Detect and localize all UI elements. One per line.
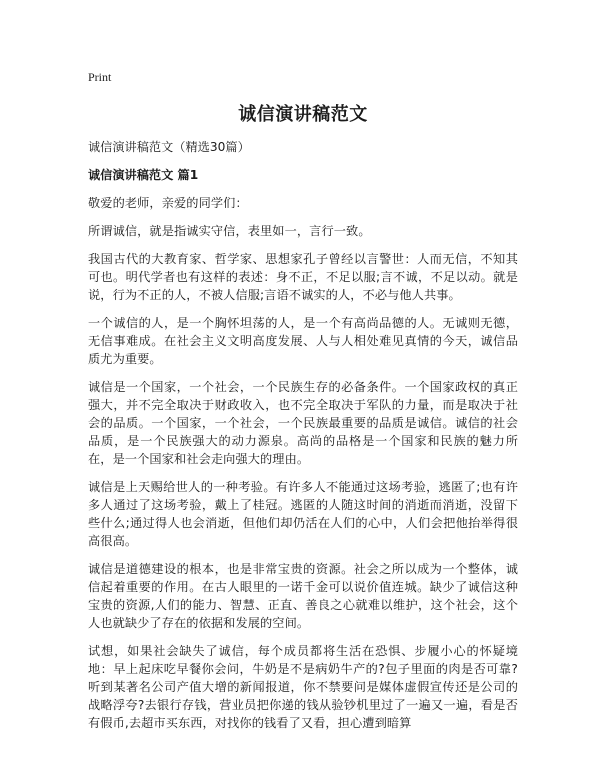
paragraph: 诚信是道德建设的根本，也是非常宝贵的资源。社会之所以成为一个整体，诚信起着重要的作用。在古人眼里的一诺千金可以说价值连城。缺少了诚信这种宝贵的资源,人们的能力、智慧、正直、善良之心就难以维护，这个社会，这个人也就缺少了存在的依据和发展的空间。 [88, 562, 518, 630]
paragraph: 我国古代的大教育家、哲学家、思想家孔子曾经以言警世：人而无信，不知其可也。明代学者也有这样的表述：身不正，不足以服;言不诚，不足以动。就是说，行为不正的人，不被人信服;言语不诚实的人，不必与他人共事。 [88, 252, 518, 302]
section-heading: 诚信演讲稿范文 篇1 [88, 168, 199, 182]
paragraph: 诚信是上天赐给世人的一种考验。有许多人不能通过这场考验，逃匿了;也有许多人通过了这场考验，戴上了桂冠。逃匿的人随这时间的消逝而消逝，没留下些什么;通过得人也会消逝，但他们却仍活在人们的心中，人们会把他抬举得很高很高。 [88, 480, 518, 548]
paragraph: 所谓诚信，就是指诚实守信，表里如一，言行一致。 [88, 224, 371, 238]
print-label: Print [88, 70, 112, 84]
paragraph: 诚信是一个国家，一个社会，一个民族生存的必备条件。一个国家政权的真正强大，并不完全取决于财政收入，也不完全取决于军队的力量，而是取决于社会的品质。一个国家，一个社会，一个民族最重要的品质是诚信。诚信的社会品质，是一个民族强大的动力源泉。高尚的品格是一个国家和民族的魅力所在，是一个国家和社会走向强大的理由。 [88, 380, 518, 466]
document-title: 诚信演讲稿范文 [238, 104, 368, 125]
paragraph: 试想，如果社会缺失了诚信，每个成员都将生活在恐惧、步履小心的怀疑境地：早上起床吃早餐你会问，牛奶是不是病奶牛产的?包子里面的肉是否可靠?听到某著名公司产值大增的新闻报道，你不禁要问是媒体虚假宣传还是公司的战略浮夸?去银行存钱，营业员把你递的钱从验钞机里过了一遍又一遍，看是否有假币,去超市买东西，对找你的钱看了又看，担心遭到暗算 [88, 644, 518, 730]
paragraph-greeting: 敬爱的老师，亲爱的同学们： [88, 196, 248, 210]
document-page [88, 70, 518, 732]
paragraph: 一个诚信的人，是一个胸怀坦荡的人，是一个有高尚品德的人。无诚则无德，无信事难成。在社会主义文明高度发展、人与人相处难见真情的今天，诚信品质尤为重要。 [88, 316, 518, 366]
document-subtitle: 诚信演讲稿范文（精选30篇） [88, 140, 250, 154]
